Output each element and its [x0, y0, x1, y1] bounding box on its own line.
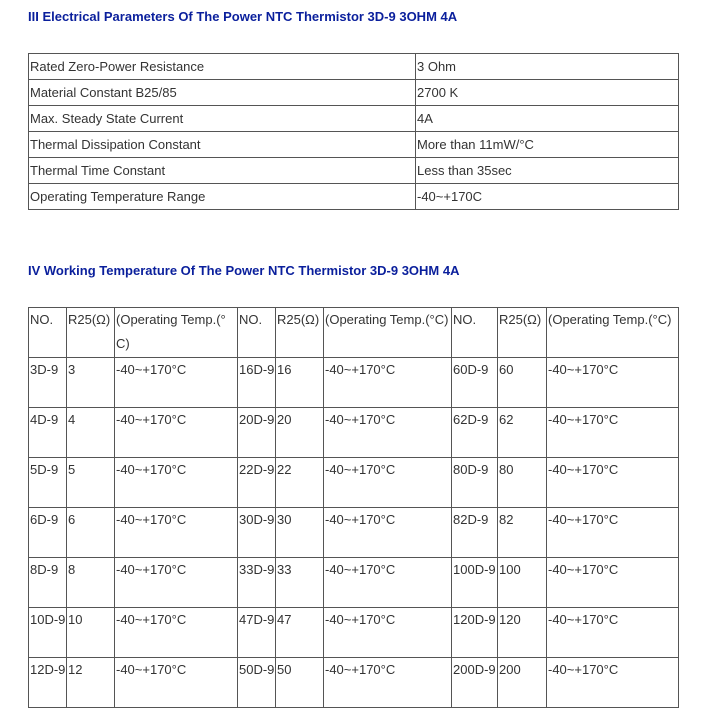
- param-row: [29, 132, 679, 158]
- model-number: 47D-9: [238, 608, 276, 658]
- param-label: Thermal Time Constant: [29, 158, 416, 184]
- model-number: 60D-9: [452, 358, 498, 408]
- operating-temp-value: -40~+170°C: [324, 508, 452, 558]
- section-3-heading: III Electrical Parameters Of The Power NTC Thermistor 3D-9 3OHM 4A: [28, 9, 458, 24]
- model-number: 100D-9: [452, 558, 498, 608]
- model-number: 16D-9: [238, 358, 276, 408]
- param-label: Thermal Dissipation Constant: [29, 132, 416, 158]
- model-number: 4D-9: [29, 408, 67, 458]
- operating-temp-value: -40~+170°C: [324, 408, 452, 458]
- model-number: 3D-9: [29, 358, 67, 408]
- r25-value: 4: [67, 408, 115, 458]
- header-operating-temp: (Operating Temp.(°C): [547, 308, 679, 358]
- operating-temp-value: -40~+170°C: [547, 458, 679, 508]
- param-label: Rated Zero-Power Resistance: [29, 54, 416, 80]
- header-r25: R25(Ω): [67, 308, 115, 358]
- r25-value: 47: [276, 608, 324, 658]
- param-row: [29, 80, 679, 106]
- param-value: 2700 K: [416, 80, 679, 106]
- operating-temp-value: -40~+170°C: [547, 358, 679, 408]
- operating-temp-value: -40~+170°C: [115, 658, 238, 708]
- r25-value: 82: [498, 508, 547, 558]
- operating-temp-value: -40~+170°C: [324, 608, 452, 658]
- model-number: 22D-9: [238, 458, 276, 508]
- header-r25: R25(Ω): [498, 308, 547, 358]
- operating-temp-value: -40~+170°C: [115, 508, 238, 558]
- operating-temp-value: -40~+170°C: [547, 608, 679, 658]
- r25-value: 20: [276, 408, 324, 458]
- temp-table-row: [29, 608, 679, 658]
- r25-value: 200: [498, 658, 547, 708]
- r25-value: 12: [67, 658, 115, 708]
- r25-value: 8: [67, 558, 115, 608]
- header-no: NO.: [238, 308, 276, 358]
- temp-table-row: [29, 508, 679, 558]
- temp-table-row: [29, 558, 679, 608]
- r25-value: 62: [498, 408, 547, 458]
- r25-value: 6: [67, 508, 115, 558]
- operating-temp-value: -40~+170°C: [547, 558, 679, 608]
- operating-temp-value: -40~+170°C: [115, 408, 238, 458]
- param-value: -40~+170C: [416, 184, 679, 210]
- model-number: 80D-9: [452, 458, 498, 508]
- r25-value: 50: [276, 658, 324, 708]
- model-number: 200D-9: [452, 658, 498, 708]
- r25-value: 100: [498, 558, 547, 608]
- model-number: 33D-9: [238, 558, 276, 608]
- param-row: [29, 184, 679, 210]
- model-number: 82D-9: [452, 508, 498, 558]
- model-number: 50D-9: [238, 658, 276, 708]
- operating-temp-value: -40~+170°C: [115, 458, 238, 508]
- r25-value: 16: [276, 358, 324, 408]
- param-value: 3 Ohm: [416, 54, 679, 80]
- temp-table-row: [29, 458, 679, 508]
- r25-value: 5: [67, 458, 115, 508]
- param-label: Operating Temperature Range: [29, 184, 416, 210]
- temp-table-row: [29, 658, 679, 708]
- r25-value: 120: [498, 608, 547, 658]
- model-number: 6D-9: [29, 508, 67, 558]
- operating-temp-value: -40~+170°C: [547, 658, 679, 708]
- header-r25: R25(Ω): [276, 308, 324, 358]
- model-number: 120D-9: [452, 608, 498, 658]
- model-number: 5D-9: [29, 458, 67, 508]
- param-row: [29, 158, 679, 184]
- electrical-parameters-table: [28, 53, 679, 210]
- operating-temp-value: -40~+170°C: [324, 558, 452, 608]
- param-row: [29, 106, 679, 132]
- param-value: 4A: [416, 106, 679, 132]
- r25-value: 60: [498, 358, 547, 408]
- operating-temp-value: -40~+170°C: [115, 358, 238, 408]
- temp-table-header-row: [29, 308, 679, 358]
- header-no: NO.: [29, 308, 67, 358]
- operating-temp-value: -40~+170°C: [547, 508, 679, 558]
- model-number: 20D-9: [238, 408, 276, 458]
- working-temperature-table: [28, 307, 679, 708]
- operating-temp-value: -40~+170°C: [324, 458, 452, 508]
- section-4-heading: IV Working Temperature Of The Power NTC Thermistor 3D-9 3OHM 4A: [28, 263, 460, 278]
- header-no: NO.: [452, 308, 498, 358]
- operating-temp-value: -40~+170°C: [324, 358, 452, 408]
- operating-temp-value: -40~+170°C: [115, 558, 238, 608]
- param-row: [29, 54, 679, 80]
- model-number: 30D-9: [238, 508, 276, 558]
- operating-temp-value: -40~+170°C: [324, 658, 452, 708]
- temp-table-row: [29, 358, 679, 408]
- r25-value: 3: [67, 358, 115, 408]
- operating-temp-value: -40~+170°C: [547, 408, 679, 458]
- header-operating-temp: (Operating Temp.(°C): [324, 308, 452, 358]
- operating-temp-value: -40~+170°C: [115, 608, 238, 658]
- model-number: 8D-9: [29, 558, 67, 608]
- param-label: Material Constant B25/85: [29, 80, 416, 106]
- header-operating-temp: (Operating Temp.(°C): [115, 308, 238, 358]
- param-value: More than 11mW/°C: [416, 132, 679, 158]
- param-value: Less than 35sec: [416, 158, 679, 184]
- r25-value: 22: [276, 458, 324, 508]
- r25-value: 33: [276, 558, 324, 608]
- model-number: 10D-9: [29, 608, 67, 658]
- r25-value: 80: [498, 458, 547, 508]
- model-number: 12D-9: [29, 658, 67, 708]
- temp-table-row: [29, 408, 679, 458]
- model-number: 62D-9: [452, 408, 498, 458]
- param-label: Max. Steady State Current: [29, 106, 416, 132]
- r25-value: 30: [276, 508, 324, 558]
- r25-value: 10: [67, 608, 115, 658]
